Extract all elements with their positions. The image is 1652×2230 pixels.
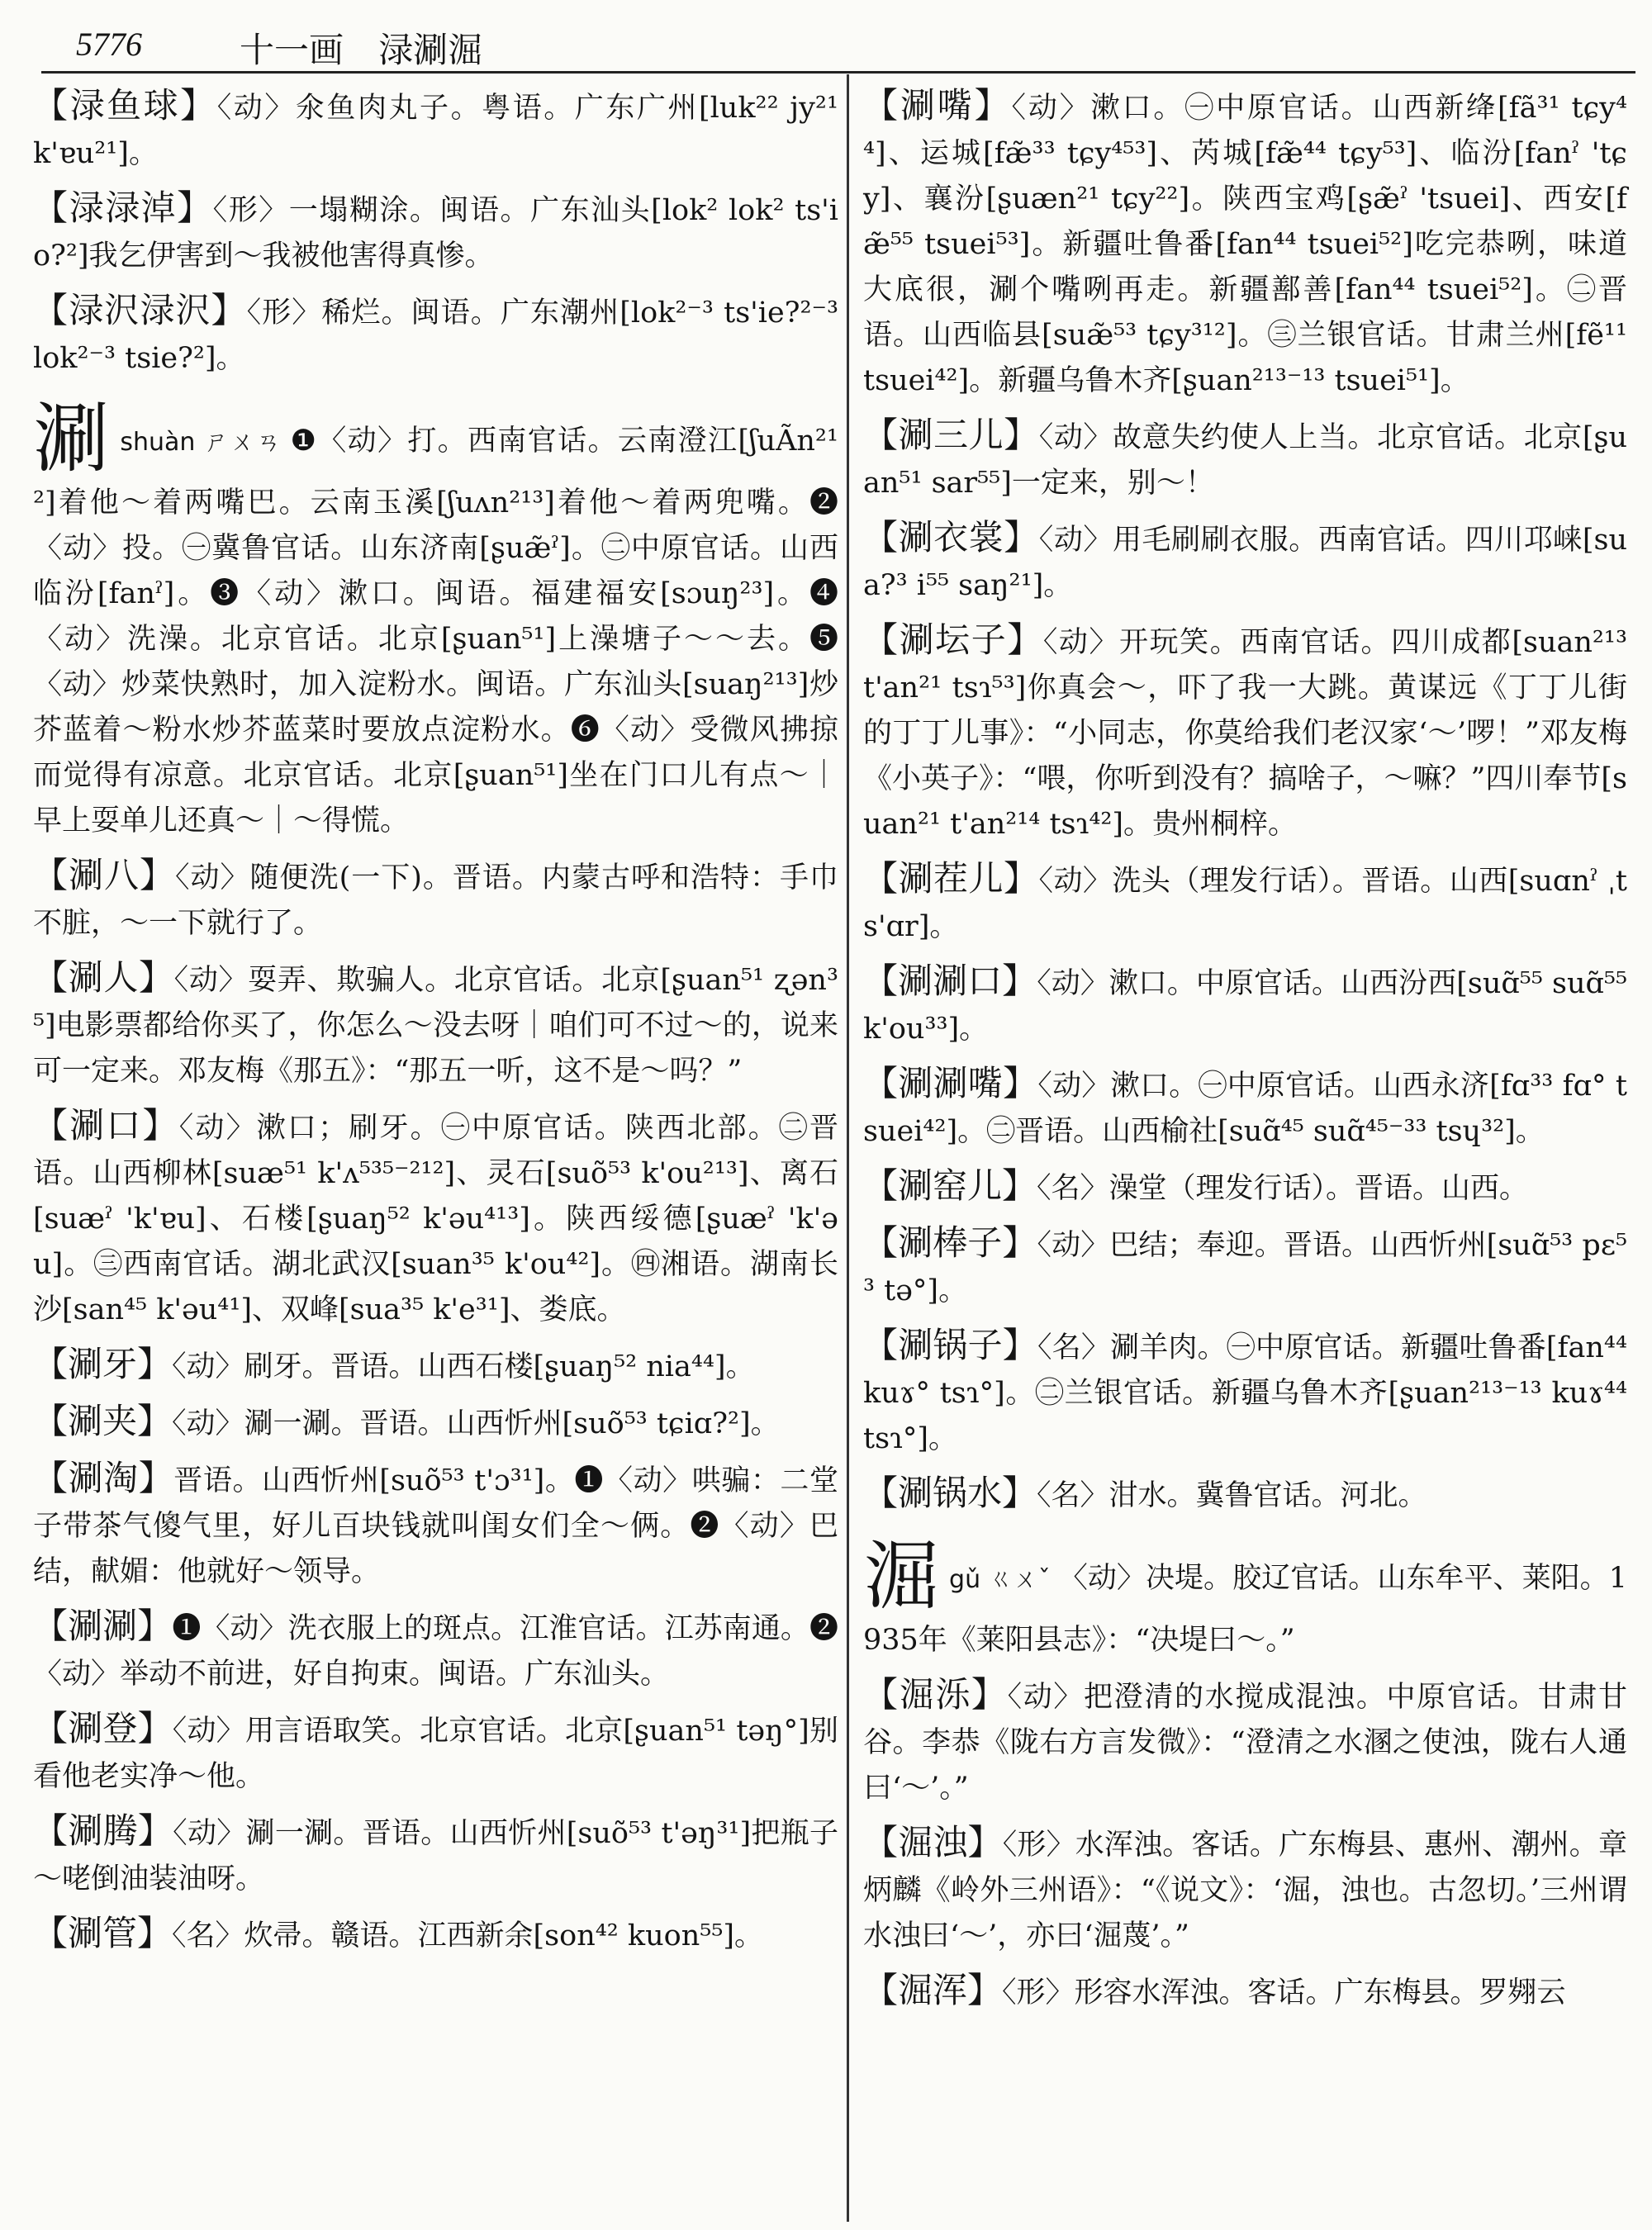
entry-definition: 〈动〉刷牙。晋语。山西石楼[ʂuaŋ⁵² nia⁴⁴]。 — [172, 1350, 755, 1383]
sub-entry — [33, 955, 838, 1094]
entry-headword: 【渌沢渌沢】 — [33, 290, 247, 330]
sub-entry — [33, 287, 838, 382]
page-header — [41, 17, 1611, 70]
entry-headword: 【涮八】 — [33, 855, 176, 895]
entry-definition: 〈动〉洗头（理发行话）。晋语。山西[suɑnˀ ˌts'ɑr]。 — [863, 865, 1627, 943]
sub-entry — [863, 83, 1627, 404]
sub-entry — [863, 1470, 1627, 1519]
sub-entry — [33, 1398, 838, 1447]
entry-definition: 〈动〉涮一涮。晋语。山西忻州[suõ⁵³ t'əŋ³¹]把瓶子～咾倒油装油呀。 — [33, 1817, 838, 1896]
entry-headword: 【涮三儿】 — [863, 415, 1039, 455]
entry-definition: 〈动〉耍弄、欺骗人。北京官话。北京[ʂuan⁵¹ ʐən³⁵]电影票都给你买了，你怎么～没去呀｜咱们可不过～的，说来可一定来。邓友梅《那五》：“那五一听，这不是～吗？” — [33, 964, 838, 1088]
sub-entry — [33, 1808, 838, 1902]
entry-definition: 〈动〉故意失约使人上当。北京官话。北京[ʂuan⁵¹ sar⁵⁵]一定来，别～！ — [863, 421, 1627, 500]
sub-entry — [863, 1163, 1627, 1212]
entry-headword: 【涮嘴】 — [863, 85, 1012, 126]
entry-definition: 〈动〉漱口；刷牙。㊀中原官话。陕西北部。㊁晋语。山西柳林[suæ⁵¹ k'ʌ⁵³⁵⁻²¹²]、灵石[suõ⁵³ k'ou²¹³]、离石[suæˀ 'k'ɐu]、石楼[ʂuaŋ⁵² k'əu⁴¹³]。陕西绥德[ʂuæˀ 'k'əu]。㊂西南官话。湖北武汉[suan³⁵ k'ou⁴²]。㊃湘语。湖南长沙[san⁴⁵ k'əu⁴¹]、双峰[sua³⁵ k'e³¹]、娄底。 — [33, 1112, 838, 1326]
headword-character: 淈 — [863, 1532, 940, 1620]
entry-headword: 【涮锅子】 — [863, 1325, 1037, 1365]
entry-headword: 【涮腾】 — [33, 1810, 173, 1851]
sub-entry — [33, 83, 838, 177]
sub-entry — [33, 852, 838, 947]
entry-headword: 【涮涮口】 — [863, 961, 1037, 1001]
entry-definition: 〈动〉用毛刷刷衣服。西南官话。四川邛崃[sua?³ i⁵⁵ saŋ²¹]。 — [863, 524, 1627, 602]
sub-entry — [33, 1455, 838, 1595]
entry-definition: 〈动〉开玩笑。西南官话。四川成都[suan²¹³ t'an²¹ tsɿ⁵³]你真会～，吓了我一大跳。黄谋远《丁丁儿街的丁丁儿事》：“小同志，你莫给我们老汉家‘～’啰！”邓友梅《小英子》：“喂，你听到没有？搞啥子，～嘛？”四川奉节[suan²¹ t'an²¹⁴ tsɿ⁴²]。贵州桐梓。 — [863, 626, 1627, 841]
running-title: 十一画 渌涮淈 — [240, 30, 483, 70]
headword-character: 涮 — [33, 395, 111, 483]
entry-headword: 【涮涮嘴】 — [863, 1063, 1038, 1103]
sub-entry — [863, 1967, 1627, 2016]
sub-entry — [863, 1060, 1627, 1155]
column-divider — [847, 74, 849, 2222]
entry-headword: 【涮棒子】 — [863, 1222, 1037, 1263]
sub-entry — [33, 185, 838, 279]
entry-definition: 〈动〉漱口。㊀中原官话。山西新绛[fã³¹ tɕy⁴⁴]、运城[fæ̃³³ tɕy⁴⁵³]、芮城[fæ̃⁴⁴ tɕy⁵³]、临汾[fanˀ 'tɕy]、襄汾[ʂuæn²¹ tɕy²²]。陕西宝鸡[ʂæ̃ˀ 'tsuei]、西安[fæ̃⁵⁵ tsuei⁵³]。新疆吐鲁番[fan⁴⁴ tsuei⁵²]吃完恭咧，味道大底很，涮个嘴咧再走。新疆鄯善[fan⁴⁴ tsuei⁵²]。㊁晋语。山西临县[suæ̃⁵³ tɕy³¹²]。㊂兰银官话。甘肃兰州[fẽ¹¹ tsuei⁴²]。新疆乌鲁木齐[ʂuan²¹³⁻¹³ tsuei⁵¹]。 — [863, 92, 1627, 397]
header-rule — [41, 71, 1635, 74]
headword-pinyin: shuàn ㄕㄨㄢ — [120, 428, 282, 457]
entry-headword: 【涮牙】 — [33, 1344, 173, 1384]
entry-headword: 【涮口】 — [33, 1105, 179, 1146]
sub-entry — [33, 1706, 838, 1800]
entry-definition: 〈形〉形容水浑浊。客话。广东梅县。罗翙云 — [1002, 1976, 1566, 2009]
entry-definition: 〈名〉泔水。冀鲁官话。河北。 — [1037, 1479, 1427, 1512]
entry-definition: 〈动〉漱口。中原官话。山西汾西[suɑ̃⁵⁵ suɑ̃⁵⁵ k'ou³³]。 — [863, 967, 1627, 1046]
entry-headword: 【涮管】 — [33, 1913, 173, 1953]
entry-definition: 〈名〉涮羊肉。㊀中原官话。新疆吐鲁番[fan⁴⁴ kuɤ° tsɿ°]。㊁兰银官话。新疆乌鲁木齐[ʂuan²¹³⁻¹³ kuɤ⁴⁴ tsɿ°]。 — [863, 1331, 1627, 1455]
sub-entry — [863, 1322, 1627, 1462]
sub-entry — [33, 1103, 838, 1333]
page-number: 5776 — [76, 26, 142, 63]
entry-definition: 〈动〉氽鱼肉丸子。粤语。广东广州[luk²² jy²¹ k'ɐu²¹]。 — [33, 92, 838, 170]
entry-definition: 〈动〉随便洗(一下)。晋语。内蒙古呼和浩特：手巾不脏，～一下就行了。 — [33, 861, 838, 940]
sub-entry — [863, 958, 1627, 1052]
sub-entry — [863, 412, 1627, 506]
entry-headword: 【渌渌淖】 — [33, 187, 213, 228]
entry-headword: 【涮锅水】 — [863, 1473, 1037, 1513]
sub-entry — [33, 1603, 838, 1697]
entry-definition: ❶〈动〉洗衣服上的斑点。江淮官话。江苏南通。❷〈动〉举动不前进，好自拘束。闽语。广东汕头。 — [33, 1612, 838, 1691]
entry-definition: 〈动〉巴结；奉迎。晋语。山西忻州[suɑ̃⁵³ pɛ⁵³ tə°]。 — [863, 1229, 1627, 1307]
entry-headword: 【涮衣裳】 — [863, 517, 1039, 558]
entry-definition: 〈形〉一塌糊涂。闽语。广东汕头[lok² lok² ts'io?²]我乞伊害到～我被他害得真惨。 — [33, 194, 838, 273]
headword-entry — [863, 1532, 1627, 1663]
headword-entry — [33, 395, 838, 844]
sub-entry — [863, 856, 1627, 950]
sub-entry — [863, 1220, 1627, 1314]
entry-definition: 〈动〉把澄清的水搅成混浊。中原官话。甘肃甘谷。李恭《陇右方言发微》：“澄清之水溷之使浊，陇右人通曰‘～’。” — [863, 1681, 1627, 1805]
entry-headword: 【涮夹】 — [33, 1401, 173, 1441]
entry-definition: 〈名〉澡堂（理发行话）。晋语。山西。 — [1037, 1172, 1529, 1205]
entry-definition: 〈动〉决堤。胶辽官话。山东牟平、莱阳。1935年《莱阳县志》：“决堤曰～。” — [863, 1562, 1627, 1657]
entry-headword: 【涮涮】 — [33, 1606, 173, 1646]
sub-entry — [33, 1910, 838, 1959]
entry-headword: 【涮坛子】 — [863, 619, 1043, 660]
entry-headword: 【淈浑】 — [863, 1970, 1003, 2010]
right-column — [863, 83, 1627, 2024]
entry-headword: 【渌鱼球】 — [33, 85, 217, 126]
entry-headword: 【涮人】 — [33, 957, 174, 998]
entry-definition: ❶〈动〉打。西南官话。云南澄江[ʃuÃn²¹²]着他～着两嘴巴。云南玉溪[ʃuʌn²¹³]着他～着两兜嘴。❷〈动〉投。㊀冀鲁官话。山东济南[ʂuæ̃ˀ]。㊁中原官话。山西临汾[fanˀ]。❸〈动〉漱口。闽语。福建福安[sɔuŋ²³]。❹〈动〉洗澡。北京官话。北京[ʂuan⁵¹]上澡塘子～～去。❺〈动〉炒菜快熟时，加入淀粉水。闽语。广东汕头[suaŋ²¹³]炒芥蓝着～粉水炒芥蓝菜时要放点淀粉水。❻〈动〉受微风拂掠而觉得有凉意。北京官话。北京[ʂuan⁵¹]坐在门口儿有点～｜早上耍单儿还真～｜～得慌。 — [33, 425, 838, 837]
entry-definition: 〈动〉漱口。㊀中原官话。山西永济[fɑ³³ fɑ° tsuei⁴²]。㊁晋语。山西榆社[suɑ̃⁴⁵ suɑ̃⁴⁵⁻³³ tsɥ³²]。 — [863, 1070, 1627, 1148]
entry-definition: 晋语。山西忻州[suõ⁵³ t'ɔ³¹]。❶〈动〉哄骗：二堂子带茶气傻气里，好儿百块钱就叫闺女们全～俩。❷〈动〉巴结，献媚：他就好～领导。 — [33, 1464, 838, 1588]
entry-definition: 〈形〉水浑浊。客话。广东梅县、惠州、潮州。章炳麟《岭外三州语》：“《说文》：‘淈，浊也。古忽切。’三州谓水浊曰‘～’，亦曰‘淈蔑’。” — [863, 1829, 1627, 1952]
entry-headword: 【淈浊】 — [863, 1822, 1003, 1862]
entry-headword: 【涮茬儿】 — [863, 858, 1039, 899]
sub-entry — [863, 1820, 1627, 1959]
sub-entry — [863, 1672, 1627, 1811]
entry-headword: 【淈泺】 — [863, 1674, 1008, 1715]
headword-pinyin: gǔ ㄍㄨˇ — [949, 1565, 1051, 1594]
entry-definition: 〈动〉用言语取笑。北京官话。北京[ʂuan⁵¹ təŋ°]别看他老实净～他。 — [33, 1715, 838, 1793]
sub-entry — [863, 617, 1627, 847]
entry-headword: 【涮淘】 — [33, 1458, 174, 1498]
left-column — [33, 83, 838, 1967]
entry-headword: 【涮登】 — [33, 1708, 173, 1748]
entry-definition: 〈名〉炊帚。赣语。江西新余[son⁴² kuon⁵⁵]。 — [172, 1919, 764, 1952]
entry-definition: 〈动〉涮一涮。晋语。山西忻州[suõ⁵³ tɕiɑ?²]。 — [172, 1407, 780, 1440]
sub-entry — [863, 515, 1627, 609]
entry-headword: 【涮窑儿】 — [863, 1165, 1037, 1206]
sub-entry — [33, 1341, 838, 1390]
entry-definition: 〈形〉稀烂。闽语。广东潮州[lok²⁻³ ts'ie?²⁻³ lok²⁻³ tsie?²]。 — [33, 297, 838, 375]
